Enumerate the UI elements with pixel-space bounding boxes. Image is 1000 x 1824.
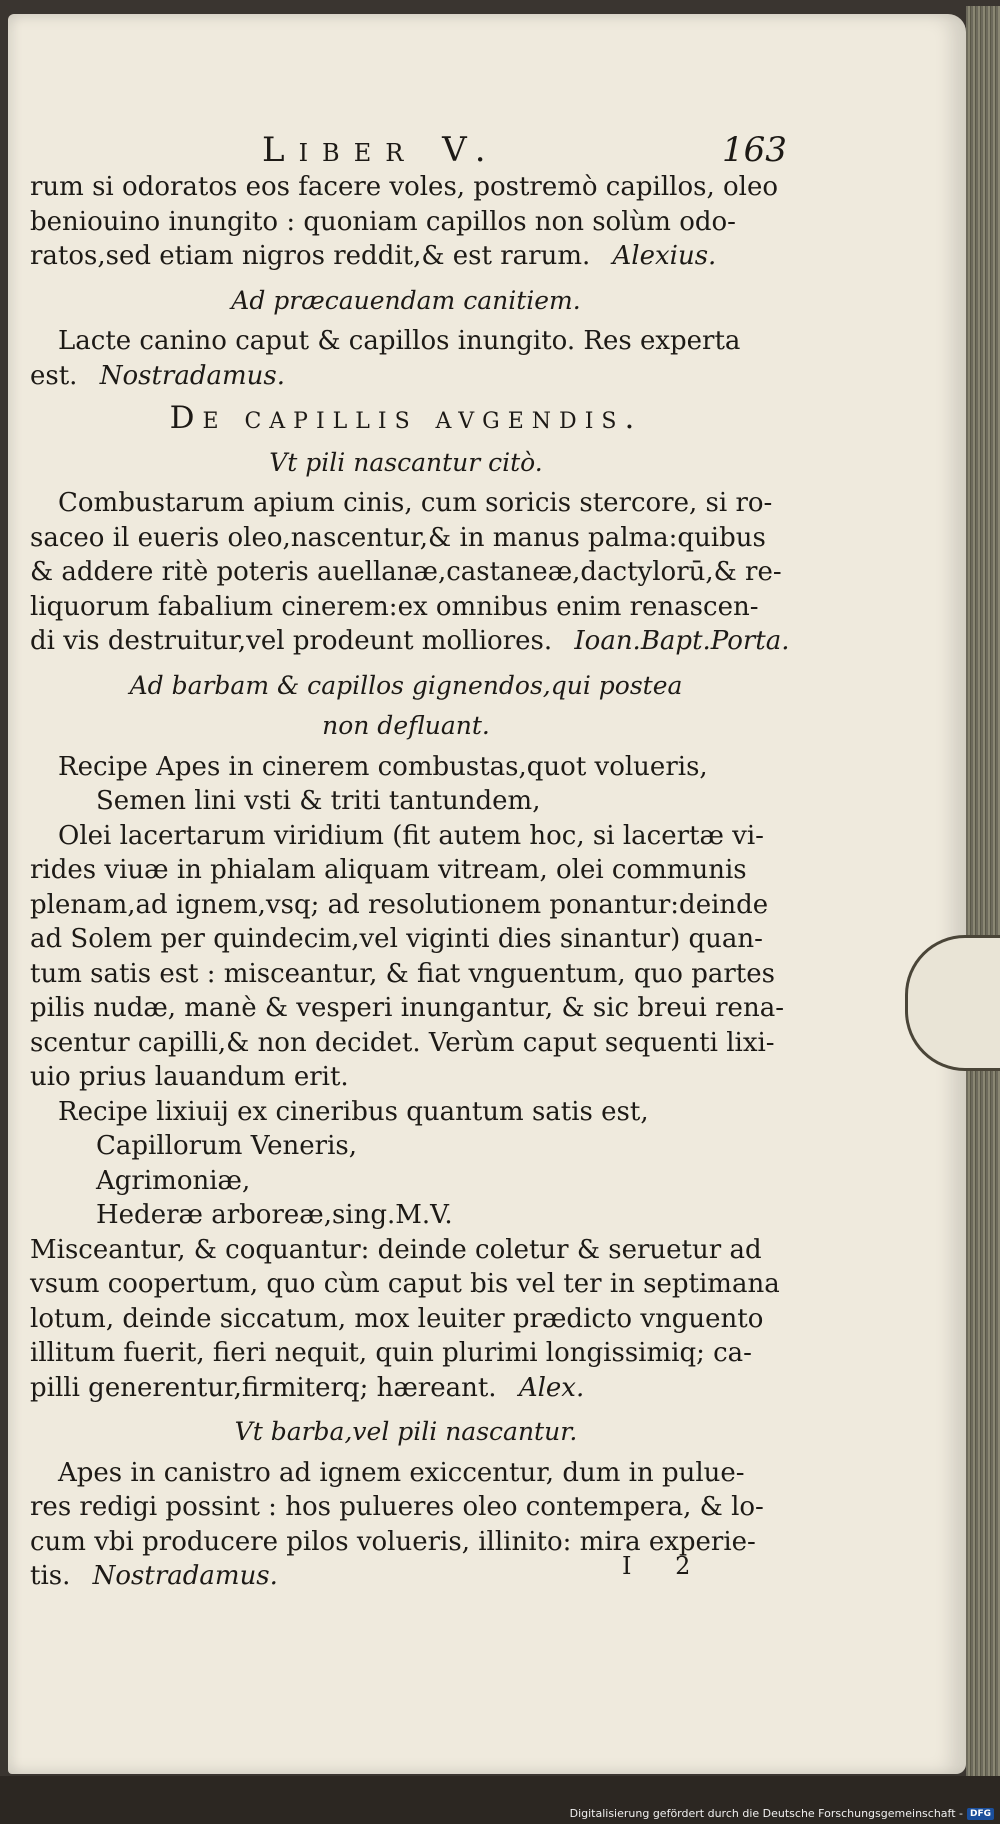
line-text: illitum fuerit, fieri nequit, quin plurimi longissimiq; ca- [30,1338,752,1368]
line-text: tis. [30,1561,71,1591]
text-line [30,922,782,957]
text-line [30,853,782,888]
text-line [30,486,782,521]
text-line [30,1302,782,1337]
author-attribution: Nostradamus. [84,1561,278,1591]
running-head: Liber V. [262,130,500,170]
text-line [30,819,782,854]
text-line [30,991,782,1026]
line-text: beniouino inungito : quoniam capillos non solùm odo- [30,206,736,237]
text-line [30,170,782,205]
line-text: & addere ritè poteris auellanæ,castaneæ,dactylorū,& re- [30,557,782,587]
line-text: pilis nudæ, manè & vesperi inungantur, & sic breui rena- [30,993,784,1023]
text-line [30,1456,782,1491]
page-text [30,170,790,1594]
text-line [30,1336,782,1371]
line-text: uio prius lauandum erit. [30,1062,349,1092]
line-text: ratos,sed etiam nigros reddit,& est rarum. [30,241,591,271]
text-line [30,521,782,556]
line-text: Recipe lixiuij ex cineribus quantum satis est, [58,1096,649,1127]
text-line [30,1095,782,1130]
author-attribution: Alexius. [604,241,717,271]
dfg-logo: DFG [967,1808,994,1820]
recipe-subheading: Ad barbam & capillos gignendos,qui postea [129,670,683,700]
text-line [30,957,782,992]
text-line [30,1233,782,1268]
catchword: I 2 [622,1552,709,1580]
text-line [30,1490,782,1525]
text-line [30,1164,782,1199]
line-text: Recipe Apes in cinerem combustas,quot volueris, [58,751,708,782]
text-line [30,239,782,274]
line-text: Olei lacertarum viridium (fit autem hoc, si lacertæ vi- [58,820,764,851]
credit-text: Digitalisierung gefördert durch die Deutsche Forschungsgemeinschaft - [569,1807,963,1820]
line-text: pilli generentur,firmiterq; hæreant. [30,1372,497,1403]
line-text: rum si odoratos eos facere voles, postremò capillos, oleo [30,172,778,202]
digitization-credit [570,1807,994,1820]
author-attribution: Alex. [510,1372,585,1403]
line-text: lotum, deinde siccatum, mox leuiter prædicto vnguento [30,1303,764,1334]
line-text: vsum coopertum, quo cùm caput bis vel ter in septimana [30,1269,780,1299]
text-line [30,1198,782,1233]
text-line [30,750,782,785]
text-line [30,1129,782,1164]
text-line [30,1267,782,1302]
book-fore-edge [966,6,1000,1796]
text-line [30,888,782,923]
recipe-subheading: Vt pili nascantur citò. [269,447,543,477]
line-text: scentur capilli,& non decidet. Verùm caput sequenti lixi- [30,1027,775,1058]
line-text: plenam,ad ignem,vsq; ad resolutionem ponantur:deinde [30,889,769,920]
text-line [30,324,782,359]
line-text: liquorum fabalium cinerem:ex omnibus enim renascen- [30,591,759,622]
text-line [30,1026,782,1061]
line-text: Semen lini vsti & triti tantundem, [96,786,541,816]
author-attribution: Nostradamus. [91,360,285,391]
text-line [30,359,782,394]
recipe-subheading: Vt barba,vel pili nascantur. [234,1417,578,1446]
line-text: Misceantur, & coquantur: deinde coletur & seruetur ad [30,1234,762,1265]
line-text: saceo il eueris oleo,nascentur,& in manus palma:quibus [30,522,766,553]
section-heading: De capillis avgendis. [169,400,643,436]
line-text: ad Solem per quindecim,vel viginti dies sinantur) quan- [30,924,763,954]
line-text: Capillorum Veneris, [96,1131,357,1161]
text-line [30,1060,782,1095]
line-text: res redigi possint : hos pulueres oleo contempera, & lo- [30,1492,764,1522]
page-tab [905,935,1000,1071]
line-text: rides viuæ in phialam aliquam vitream, olei communis [30,855,747,885]
text-line [30,624,790,659]
line-text: Hederæ arboreæ,sing.M.V. [96,1200,453,1230]
text-line [30,784,782,819]
line-text: Apes in canistro ad ignem exiccentur, dum in pulue- [58,1457,745,1488]
text-line [30,205,782,240]
line-text: Combustarum apium cinis, cum soricis stercore, si ro- [58,488,773,518]
recipe-subheading-continued: non defluant. [322,711,490,740]
text-line [30,555,782,590]
line-text: tum satis est : misceantur, & fiat vnguentum, quo partes [30,958,775,989]
text-line [30,590,782,625]
line-text: Lacte canino caput & capillos inungito. Res experta [58,326,741,356]
line-text: cum vbi producere pilos volueris, illinito: mira experie- [30,1526,756,1557]
line-text: Agrimoniæ, [96,1165,251,1196]
recipe-subheading: Ad præcauendam canitiem. [231,285,581,315]
text-line [30,1371,782,1406]
author-attribution: Ioan.Bapt.Porta. [566,626,790,656]
line-text: di vis destruitur,vel prodeunt molliores. [30,626,553,656]
line-text: est. [30,360,78,391]
folio-number: 163 [722,130,787,170]
